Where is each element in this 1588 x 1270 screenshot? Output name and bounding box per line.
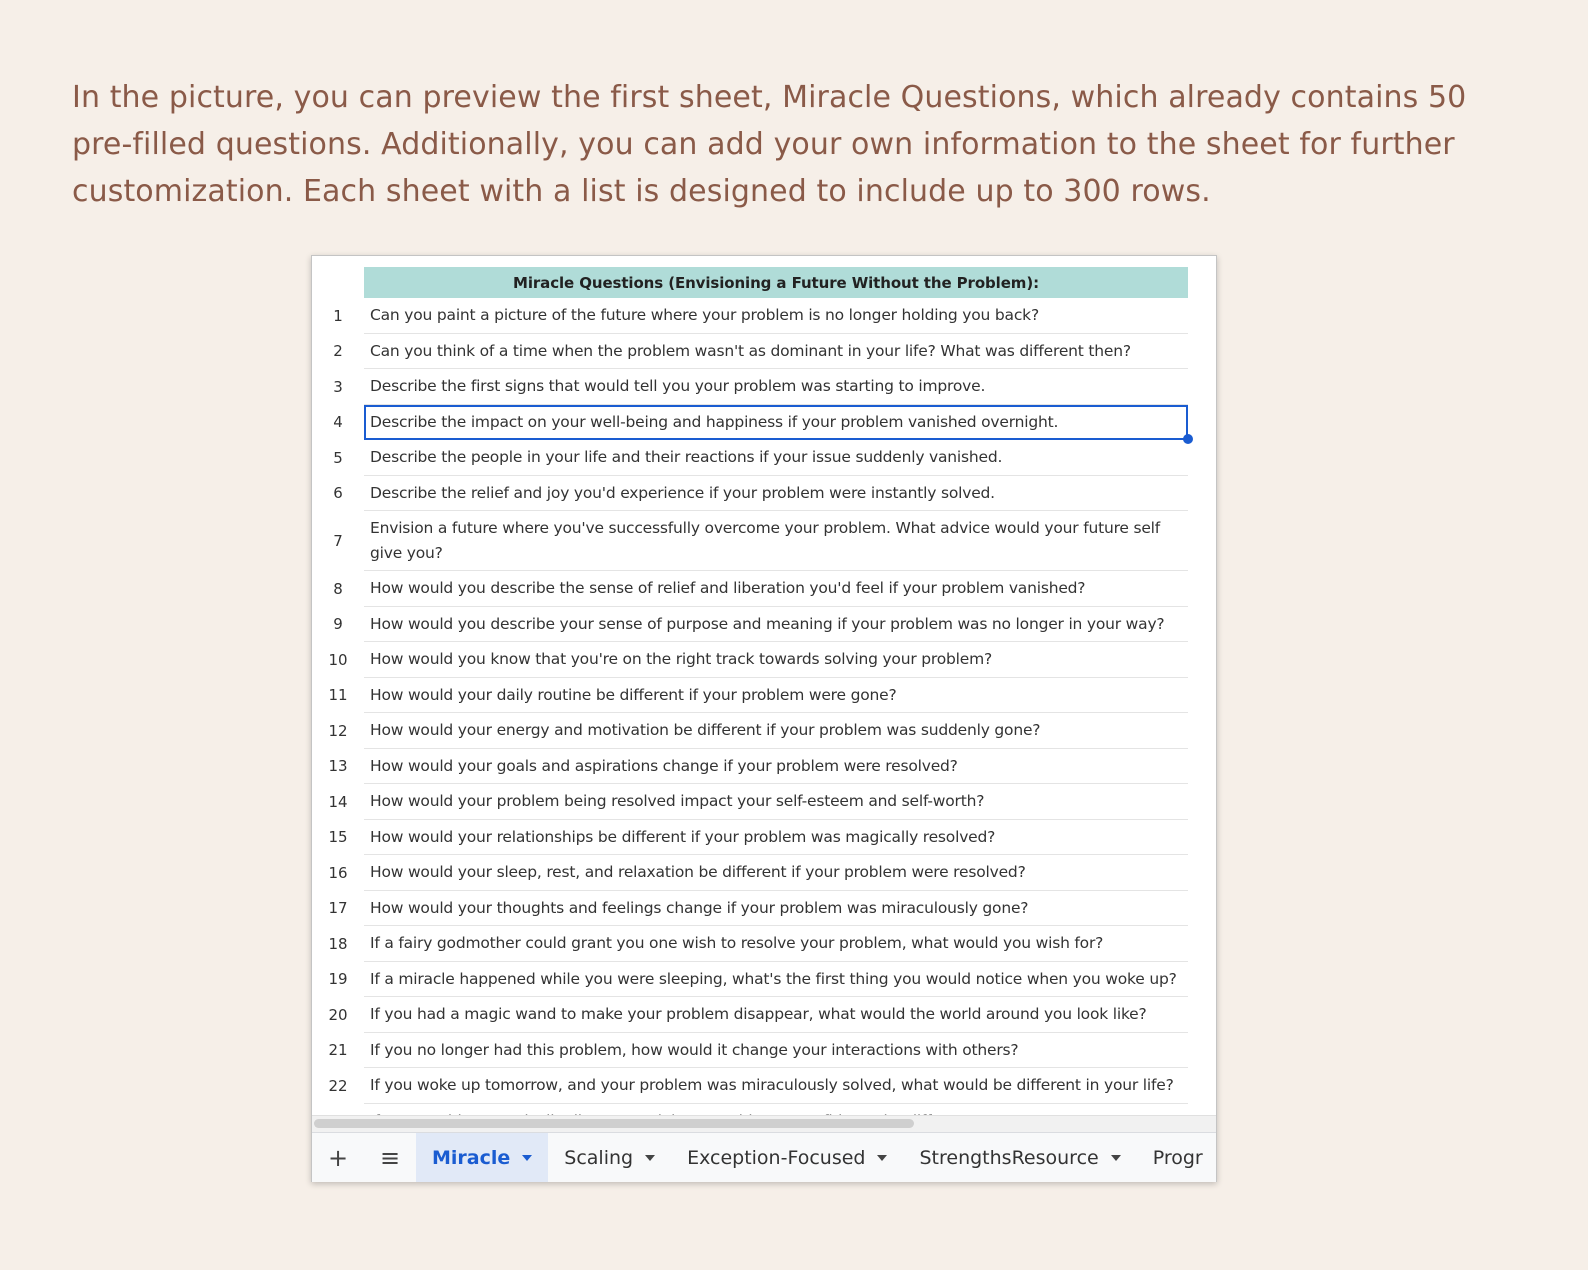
sheet-tab[interactable] — [548, 1133, 671, 1182]
header-cell[interactable]: Miracle Questions (Envisioning a Future Without the Problem): — [364, 267, 1188, 298]
table-row — [312, 642, 1216, 678]
question-cell[interactable] — [364, 440, 1188, 476]
table-row — [312, 997, 1216, 1033]
row-number[interactable]: 9 — [333, 615, 343, 634]
sheet-tab-label: Progr — [1152, 1146, 1203, 1169]
question-text: If a miracle happened while you were sleeping, what's the first thing you would notice when you woke up? — [370, 969, 1177, 988]
sheet-tab[interactable] — [416, 1133, 548, 1182]
table-row — [312, 334, 1216, 370]
sheet-tab-bar — [312, 1132, 1216, 1182]
question-cell[interactable] — [364, 962, 1188, 998]
question-cell[interactable] — [364, 642, 1188, 678]
sheet-tab-label: Miracle — [432, 1146, 511, 1169]
table-row — [312, 1068, 1216, 1104]
question-text: Envision a future where you've successfully overcome your problem. What advice would your future self give you? — [370, 519, 1161, 562]
table-row — [312, 440, 1216, 476]
row-number[interactable]: 17 — [328, 899, 348, 918]
table-row — [312, 298, 1216, 334]
question-cell[interactable] — [364, 926, 1188, 962]
fill-handle[interactable] — [1183, 434, 1193, 444]
row-number[interactable]: 5 — [333, 448, 343, 467]
question-cell[interactable] — [364, 997, 1188, 1033]
intro-paragraph: In the picture, you can preview the first sheet, Miracle Questions, which already contains 50 pre-filled questions. Additionally, you can add your own information to the sheet for further customization. Each sheet with a list is designed to include up to 300 rows. — [72, 80, 1467, 209]
question-cell[interactable] — [364, 891, 1188, 927]
sheet-tab-label: Exception-Focused — [687, 1146, 866, 1169]
row-number[interactable]: 1 — [333, 306, 343, 325]
rows-container — [312, 298, 1216, 1139]
question-text: How would your sleep, rest, and relaxation be different if your problem were resolved? — [370, 863, 1026, 881]
table-row — [312, 713, 1216, 749]
question-text: How would your thoughts and feelings change if your problem was miraculously gone? — [370, 898, 1029, 917]
table-row — [312, 891, 1216, 927]
question-text: Can you think of a time when the problem wasn't as dominant in your life? What was different then? — [370, 341, 1131, 360]
row-number[interactable]: 13 — [328, 757, 348, 776]
question-cell[interactable] — [364, 511, 1188, 571]
table-row — [312, 784, 1216, 820]
row-number[interactable]: 2 — [333, 342, 343, 361]
question-cell[interactable] — [364, 713, 1188, 749]
hamburger-menu-icon[interactable]: ≡ — [379, 1143, 401, 1172]
plus-icon[interactable]: + — [327, 1143, 349, 1172]
row-number[interactable]: 3 — [333, 377, 343, 396]
question-cell[interactable] — [364, 476, 1188, 512]
table-row — [312, 1033, 1216, 1069]
scrollbar-thumb[interactable] — [314, 1119, 914, 1128]
caret-down-icon[interactable] — [645, 1155, 655, 1161]
caret-down-icon[interactable] — [1111, 1155, 1121, 1161]
sheet-tab[interactable] — [1137, 1133, 1219, 1182]
row-number[interactable]: 7 — [333, 532, 343, 550]
sheet-tab-label: Scaling — [564, 1146, 634, 1169]
row-number[interactable]: 10 — [328, 650, 348, 669]
row-number[interactable]: 6 — [333, 484, 343, 503]
sheet-tab-label: StrengthsResource — [919, 1146, 1099, 1169]
question-cell[interactable] — [364, 820, 1188, 856]
table-row — [312, 820, 1216, 856]
table-row — [312, 369, 1216, 405]
table-row — [312, 855, 1216, 891]
spreadsheet-window — [311, 255, 1217, 1182]
question-cell[interactable] — [364, 1068, 1188, 1104]
question-cell[interactable] — [364, 571, 1188, 607]
row-number[interactable]: 4 — [333, 413, 343, 432]
question-text: If you no longer had this problem, how would it change your interactions with others? — [370, 1040, 1019, 1059]
question-cell[interactable] — [364, 405, 1188, 441]
question-text: How would your relationships be different if your problem was magically resolved? — [370, 827, 996, 846]
question-cell[interactable] — [364, 607, 1188, 643]
table-row — [312, 607, 1216, 643]
sheet-tab[interactable] — [903, 1133, 1136, 1182]
question-cell[interactable] — [364, 369, 1188, 405]
table-row — [312, 962, 1216, 998]
question-text: How would your energy and motivation be different if your problem was suddenly gone? — [370, 721, 1041, 739]
caret-down-icon[interactable] — [877, 1155, 887, 1161]
table-row — [312, 405, 1216, 441]
question-text: Describe the relief and joy you'd experience if your problem were instantly solved. — [370, 483, 995, 502]
question-text: If a fairy godmother could grant you one wish to resolve your problem, what would you wish for? — [370, 934, 1104, 952]
caret-down-icon[interactable] — [522, 1155, 532, 1161]
question-text: If you had a magic wand to make your problem disappear, what would the world around you look like? — [370, 1005, 1147, 1023]
question-cell[interactable] — [364, 334, 1188, 370]
row-number[interactable]: 22 — [328, 1076, 348, 1095]
question-text: How would your daily routine be different if your problem were gone? — [370, 685, 897, 704]
question-text: Describe the people in your life and their reactions if your issue suddenly vanished. — [370, 448, 1003, 466]
table-row — [312, 926, 1216, 962]
row-number[interactable]: 18 — [328, 934, 348, 953]
table-row — [312, 749, 1216, 785]
sheet-tab[interactable] — [671, 1133, 903, 1182]
table-row — [312, 678, 1216, 714]
row-number[interactable]: 15 — [328, 828, 348, 847]
table-row — [312, 511, 1216, 571]
horizontal-scrollbar[interactable] — [312, 1115, 1216, 1132]
sheet-tabs — [416, 1133, 1219, 1182]
question-text: How would you know that you're on the right track towards solving your problem? — [370, 650, 993, 668]
question-cell[interactable] — [364, 749, 1188, 785]
question-cell[interactable] — [364, 678, 1188, 714]
row-number[interactable]: 11 — [328, 686, 348, 705]
question-cell[interactable] — [364, 1033, 1188, 1069]
row-number[interactable]: 19 — [328, 970, 348, 989]
table-row — [312, 571, 1216, 607]
row-number[interactable]: 12 — [328, 721, 348, 740]
question-text: How would your problem being resolved impact your self-esteem and self-worth? — [370, 792, 985, 810]
question-text: How would you describe the sense of relief and liberation you'd feel if your problem vanished? — [370, 579, 1086, 597]
row-number[interactable]: 20 — [328, 1005, 348, 1024]
row-number[interactable]: 16 — [328, 863, 348, 882]
row-number[interactable]: 21 — [328, 1041, 348, 1060]
question-text: How would your goals and aspirations change if your problem were resolved? — [370, 756, 958, 775]
row-number[interactable]: 8 — [333, 579, 343, 598]
question-cell[interactable] — [364, 855, 1188, 891]
question-text: Describe the first signs that would tell you your problem was starting to improve. — [370, 377, 986, 395]
sheet-grid — [312, 267, 1216, 1115]
question-text: If you woke up tomorrow, and your problem was miraculously solved, what would be different in your life? — [370, 1076, 1174, 1094]
question-text: How would you describe your sense of purpose and meaning if your problem was no longer in your way? — [370, 614, 1165, 633]
row-number[interactable]: 14 — [328, 792, 348, 811]
question-text: Can you paint a picture of the future where your problem is no longer holding you back? — [370, 306, 1039, 324]
table-row — [312, 476, 1216, 512]
question-cell[interactable] — [364, 784, 1188, 820]
question-text: Describe the impact on your well-being and happiness if your problem vanished overnight. — [370, 412, 1059, 431]
question-cell[interactable] — [364, 298, 1188, 334]
header-row — [312, 267, 1216, 298]
